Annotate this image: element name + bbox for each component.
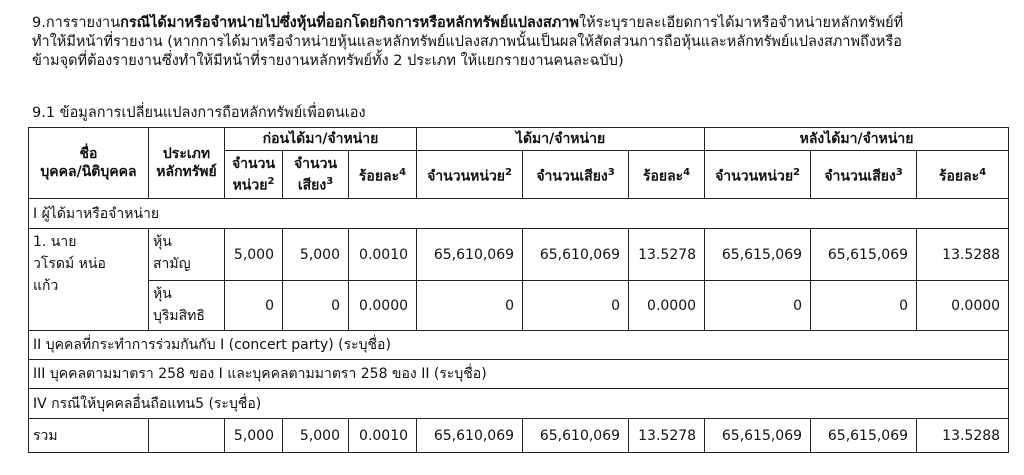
cell-after-units: 65,615,069 bbox=[705, 229, 811, 281]
header-type-line1: ประเภท bbox=[162, 146, 211, 162]
header-acq-pct bbox=[629, 151, 705, 199]
section-row-nominee bbox=[29, 389, 1009, 419]
footnote-3: 3 bbox=[895, 166, 903, 178]
total-after-votes: 65,615,069 bbox=[811, 419, 917, 453]
section-row-concert-party bbox=[29, 331, 1009, 360]
cell-after-votes: 65,615,069 bbox=[811, 229, 917, 281]
section-row-acquirer bbox=[29, 199, 1009, 229]
cell-before-units: 5,000 bbox=[225, 229, 283, 281]
intro-line2: ทำให้มีหน้าที่รายงาน (หากการได้มาหรือจำหน่ายหุ้นและหลักทรัพย์แปลงสภาพนั้นเป็นผลให้สัดส่วนการถือหุ้นและหลักทรัพย์แปลงสภาพถึงหรือ bbox=[32, 34, 902, 50]
header-acq-votes-label: จำนวนเสียง bbox=[536, 168, 608, 185]
cell-before-votes: 5,000 bbox=[283, 229, 349, 281]
header-before-votes-line1: จำนวน bbox=[293, 155, 338, 172]
cell-acq-units: 65,610,069 bbox=[417, 229, 523, 281]
security-type-line2: สามัญ bbox=[153, 256, 191, 272]
cell-before-pct: 0.0010 bbox=[349, 229, 417, 281]
intro-line1-rest: ให้ระบุรายละเอียดการได้มาหรือจำหน่ายหลักทรัพย์ที่ bbox=[578, 15, 904, 31]
header-acq-units-label: จำนวนหน่วย bbox=[427, 168, 506, 185]
total-label: รวม bbox=[29, 419, 149, 453]
footnote-2: 2 bbox=[793, 166, 800, 178]
cell-after-votes: 0 bbox=[811, 281, 917, 331]
cell-acq-pct: 0.0000 bbox=[629, 281, 705, 331]
total-row bbox=[29, 419, 1009, 453]
cell-before-votes: 0 bbox=[283, 281, 349, 331]
footnote-3: 3 bbox=[607, 166, 615, 178]
header-group-before: ก่อนได้มา/จำหน่าย bbox=[225, 128, 417, 151]
total-acq-pct: 13.5278 bbox=[629, 419, 705, 453]
intro-bold-text: กรณีได้มาหรือจำหน่ายไปซึ่งหุ้นที่ออกโดยกิจการหรือหลักทรัพย์แปลงสภาพ bbox=[120, 15, 579, 31]
section-258-label: III บุคคลตามมาตรา 258 ของ I และบุคคลตามมาตรา 258 ของ II (ระบุชื่อ) bbox=[29, 360, 1009, 389]
table-row bbox=[29, 281, 1009, 331]
total-acq-units: 65,610,069 bbox=[417, 419, 523, 453]
header-name bbox=[29, 128, 149, 199]
header-before-units-line2: หน่วย bbox=[232, 177, 268, 194]
header-group-acquired: ได้มา/จำหน่าย bbox=[417, 128, 705, 151]
header-type bbox=[149, 128, 225, 199]
header-group-after: หลังได้มา/จำหน่าย bbox=[705, 128, 1009, 151]
header-after-pct bbox=[917, 151, 1009, 199]
person-name-line1: 1. นาย bbox=[33, 234, 77, 250]
security-type-line1: หุ้น bbox=[153, 286, 172, 302]
footnote-2: 2 bbox=[267, 175, 275, 187]
intro-line3: ข้ามจุดที่ต้องรายงานซึ่งทำให้มีหน้าที่รายงานหลักทรัพย์ทั้ง 2 ประเภท ให้แยกรายงานคนละฉบับ) bbox=[32, 53, 624, 69]
cell-before-pct: 0.0000 bbox=[349, 281, 417, 331]
total-before-pct: 0.0010 bbox=[349, 419, 417, 453]
header-type-line2: หลักทรัพย์ bbox=[156, 164, 217, 180]
cell-acq-pct: 13.5278 bbox=[629, 229, 705, 281]
header-after-pct-label: ร้อยละ bbox=[938, 168, 980, 185]
header-before-votes bbox=[283, 151, 349, 199]
total-type-cell bbox=[149, 419, 225, 453]
security-type-line2: บุริมสิทธิ bbox=[153, 308, 205, 324]
footnote-4: 4 bbox=[399, 166, 407, 178]
header-acq-pct-label: ร้อยละ bbox=[642, 168, 684, 185]
header-before-pct-label: ร้อยละ bbox=[358, 168, 400, 185]
cell-after-units: 0 bbox=[705, 281, 811, 331]
cell-acq-votes: 0 bbox=[523, 281, 629, 331]
total-acq-votes: 65,610,069 bbox=[523, 419, 629, 453]
holdings-change-table bbox=[28, 127, 1009, 453]
header-after-units bbox=[705, 151, 811, 199]
header-before-units-line1: จำนวน bbox=[231, 155, 276, 172]
intro-prefix: 9.การรายงาน bbox=[32, 15, 121, 31]
cell-after-pct: 13.5288 bbox=[917, 229, 1009, 281]
header-name-line1: ชื่อ bbox=[79, 146, 98, 162]
security-type-line1: หุ้น bbox=[153, 234, 172, 250]
header-before-pct bbox=[349, 151, 417, 199]
cell-acq-votes: 65,610,069 bbox=[523, 229, 629, 281]
footnote-3: 3 bbox=[326, 175, 334, 187]
section-acquirer-label: I ผู้ได้มาหรือจำหน่าย bbox=[29, 199, 1009, 229]
section-row-section-258 bbox=[29, 360, 1009, 389]
header-acq-votes bbox=[523, 151, 629, 199]
header-row-groups bbox=[29, 128, 1009, 151]
intro-paragraph bbox=[32, 14, 1007, 71]
header-name-line2: บุคคล/นิติบุคคล bbox=[40, 164, 137, 180]
total-after-units: 65,615,069 bbox=[705, 419, 811, 453]
header-after-votes-label: จำนวนเสียง bbox=[824, 168, 896, 185]
table-row bbox=[29, 229, 1009, 281]
header-after-units-label: จำนวนหน่วย bbox=[715, 168, 794, 185]
person-name-line3: แก้ว bbox=[33, 278, 59, 294]
footnote-4: 4 bbox=[683, 166, 691, 178]
header-acq-units bbox=[417, 151, 523, 199]
security-type-cell bbox=[149, 229, 225, 281]
section-concert-party-label: II บุคคลที่กระทำการร่วมกันกับ I (concert party) (ระบุชื่อ) bbox=[29, 331, 1009, 360]
cell-before-units: 0 bbox=[225, 281, 283, 331]
security-type-cell bbox=[149, 281, 225, 331]
cell-after-pct: 0.0000 bbox=[917, 281, 1009, 331]
section-title: 9.1 ข้อมูลการเปลี่ยนแปลงการถือหลักทรัพย์เพื่อตนเอง bbox=[32, 105, 366, 121]
header-after-votes bbox=[811, 151, 917, 199]
total-before-units: 5,000 bbox=[225, 419, 283, 453]
footnote-2: 2 bbox=[505, 166, 512, 178]
header-before-units bbox=[225, 151, 283, 199]
person-name-line2: วโรดม์ หน่อ bbox=[33, 256, 106, 272]
cell-acq-units: 0 bbox=[417, 281, 523, 331]
header-before-votes-line2: เสียง bbox=[297, 177, 327, 194]
total-after-pct: 13.5288 bbox=[917, 419, 1009, 453]
section-nominee-label: IV กรณีให้บุคคลอื่นถือแทน5 (ระบุชื่อ) bbox=[29, 389, 1009, 419]
footnote-4: 4 bbox=[979, 166, 987, 178]
total-before-votes: 5,000 bbox=[283, 419, 349, 453]
person-name-cell bbox=[29, 229, 149, 331]
